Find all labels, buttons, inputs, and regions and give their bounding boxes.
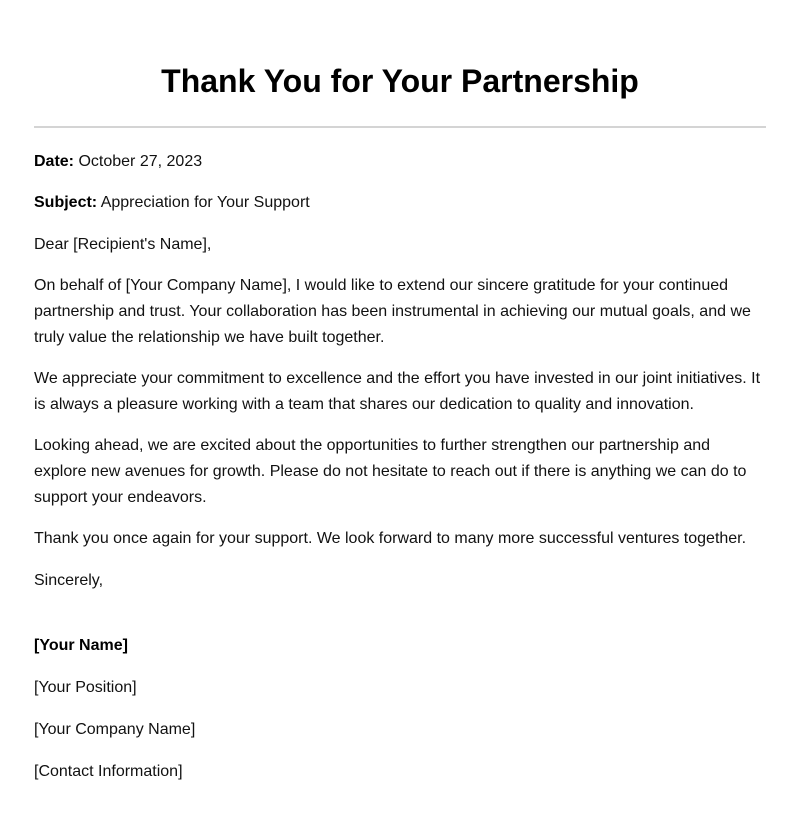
signature-contact: [Contact Information] <box>34 763 183 780</box>
page-title: Thank You for Your Partnership <box>161 63 639 99</box>
body-paragraph-4: Thank you once again for your support. We look forward to many more successful ventures together. <box>34 530 747 547</box>
body-paragraph-1: On behalf of [Your Company Name], I would like to extend our sincere gratitude for your continued partnership and trust. Your collaboration has been instrumental in achieving our mutual goals, and we truly value the relationship we have built together. <box>34 277 751 346</box>
subject-label: Subject: <box>34 194 98 211</box>
greeting: Dear [Recipient's Name], <box>34 236 212 253</box>
body-paragraph-2: We appreciate your commitment to excellence and the effort you have invested in our joint initiatives. It is always a pleasure working with a team that shares our dedication to quality and innovation. <box>34 370 761 413</box>
subject-line <box>34 190 766 216</box>
signature-position: [Your Position] <box>34 679 137 696</box>
title-divider <box>34 126 766 128</box>
date-line <box>34 149 766 175</box>
signature-company: [Your Company Name] <box>34 721 196 738</box>
closing: Sincerely, <box>34 572 104 589</box>
subject-value: Appreciation for Your Support <box>100 194 310 211</box>
date-value: October 27, 2023 <box>78 153 203 170</box>
body-paragraph-3: Looking ahead, we are excited about the opportunities to further strengthen our partnership and explore new avenues for growth. Please do not hesitate to reach out if there is anything we can do to support your endeavors. <box>34 437 747 506</box>
date-label: Date: <box>34 153 75 170</box>
signature-name: [Your Name] <box>34 637 128 654</box>
